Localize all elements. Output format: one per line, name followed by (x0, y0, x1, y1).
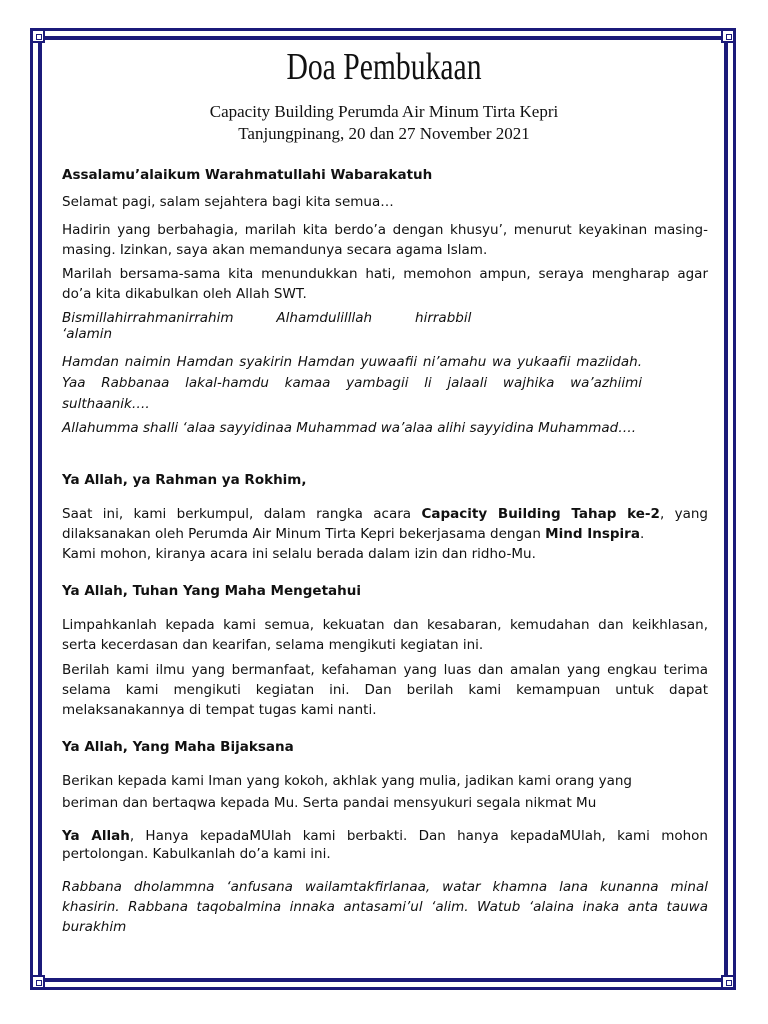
arabic-prayer-4: Rabbana dholammna ‘anfusana wailamtakfirlanaa, watar khamna lana kunanna minal khasirin. Rabbana taqobalmina innaka antasami’ul ‘alim. Watub ‘alaina inaka anta tauwa burakhim (62, 879, 708, 935)
paragraph-hadirin: Hadirin yang berbahagia, marilah kita berdo’a dengan khusyu’, menurut keyakinan masing-masing. Izinkan, saya akan memandunya secara agama Islam. (62, 222, 708, 258)
paragraph-limpahkan: Limpahkanlah kepada kami semua, kekuatan dan kesabaran, kemudahan dan keikhlasan, serta kecerdasan dan kearifan, selama mengikuti kegiatan ini. (62, 617, 708, 653)
heading-tuhan: Ya Allah, Tuhan Yang Maha Mengetahui (62, 583, 361, 599)
border-corner-ornament (721, 29, 735, 43)
page-title: Doa Pembukaan (286, 46, 482, 88)
border-corner-ornament (31, 975, 45, 989)
heading-ya-rahman: Ya Allah, ya Rahman ya Rokhim, (62, 472, 307, 488)
subtitle-date: Tanjungpinang, 20 dan 27 November 2021 (238, 124, 530, 143)
event-name-bold: Capacity Building Tahap ke-2 (421, 506, 660, 522)
arabic-prayer-1 (62, 310, 708, 342)
paragraph-saat-ini-part: . (639, 526, 645, 542)
paragraph-berilah: Berilah kami ilmu yang bermanfaat, kefahaman yang luas dan amalan yang engkau terima selama kami mengikuti kegiatan ini. Dan berilah kami kemampuan untuk dapat melaksanakannya di tempat tugas kami nanti. (62, 662, 708, 718)
paragraph-saat-ini-part: , yang dilaksanakan oleh Perumda Air Minum Tirta Kepri bekerjasama dengan (62, 506, 708, 542)
greeting-heading: Assalamu’alaikum Warahmatullahi Wabarakatuh (62, 167, 433, 183)
paragraph-berikan: Berikan kepada kami Iman yang kokoh, akhlak yang mulia, jadikan kami orang yang beriman dan bertaqwa kepada Mu. Serta pandai mensyukuri segala nikmat Mu (62, 773, 632, 811)
arabic-prayer-3: Allahumma shalli ‘alaa sayyidinaa Muhammad wa’alaa alihi sayyidina Muhammad…. (62, 420, 637, 436)
heading-bijaksana: Ya Allah, Yang Maha Bijaksana (62, 739, 294, 755)
paragraph-saat-ini (62, 504, 708, 544)
paragraph-selamat: Selamat pagi, salam sejahtera bagi kita semua… (62, 194, 394, 210)
border-corner-ornament (721, 975, 735, 989)
arabic-prayer-2: Hamdan naimin Hamdan syakirin Hamdan yuwaafii ni’amahu wa yukaafii maziidah. Yaa Rabbanaa lakal-hamdu kamaa yambagii li jalaali wajhika wa’azhiimi sulthaanik…. (62, 354, 642, 412)
paragraph-marilah: Marilah bersama-sama kita menundukkan hati, memohon ampun, seraya mengharap agar do’a kita dikabulkan oleh Allah SWT. (62, 266, 708, 302)
paragraph-saat-ini-part: Saat ini, kami berkumpul, dalam rangka acara (62, 506, 422, 522)
arabic-prayer-1-line1: Bismillahirrahmanirrahim Alhamdulilllah hirrabbil (62, 310, 472, 326)
partner-name-bold: Mind Inspira (545, 526, 640, 542)
arabic-prayer-1-line2: ‘alamin (62, 326, 113, 342)
paragraph-kami-mohon: Kami mohon, kiranya acara ini selalu berada dalam izin dan ridho-Mu. (62, 546, 536, 562)
paragraph-ya-allah (62, 827, 708, 863)
border-corner-ornament (31, 29, 45, 43)
paragraph-ya-allah-part: , Hanya kepadaMUlah kami berbakti. Dan hanya kepadaMUlah, kami mohon pertolongan. Kabulkanlah do’a kami ini. (62, 828, 708, 862)
subtitle-event: Capacity Building Perumda Air Minum Tirta Kepri (209, 102, 559, 121)
ya-allah-bold: Ya Allah (62, 828, 130, 844)
